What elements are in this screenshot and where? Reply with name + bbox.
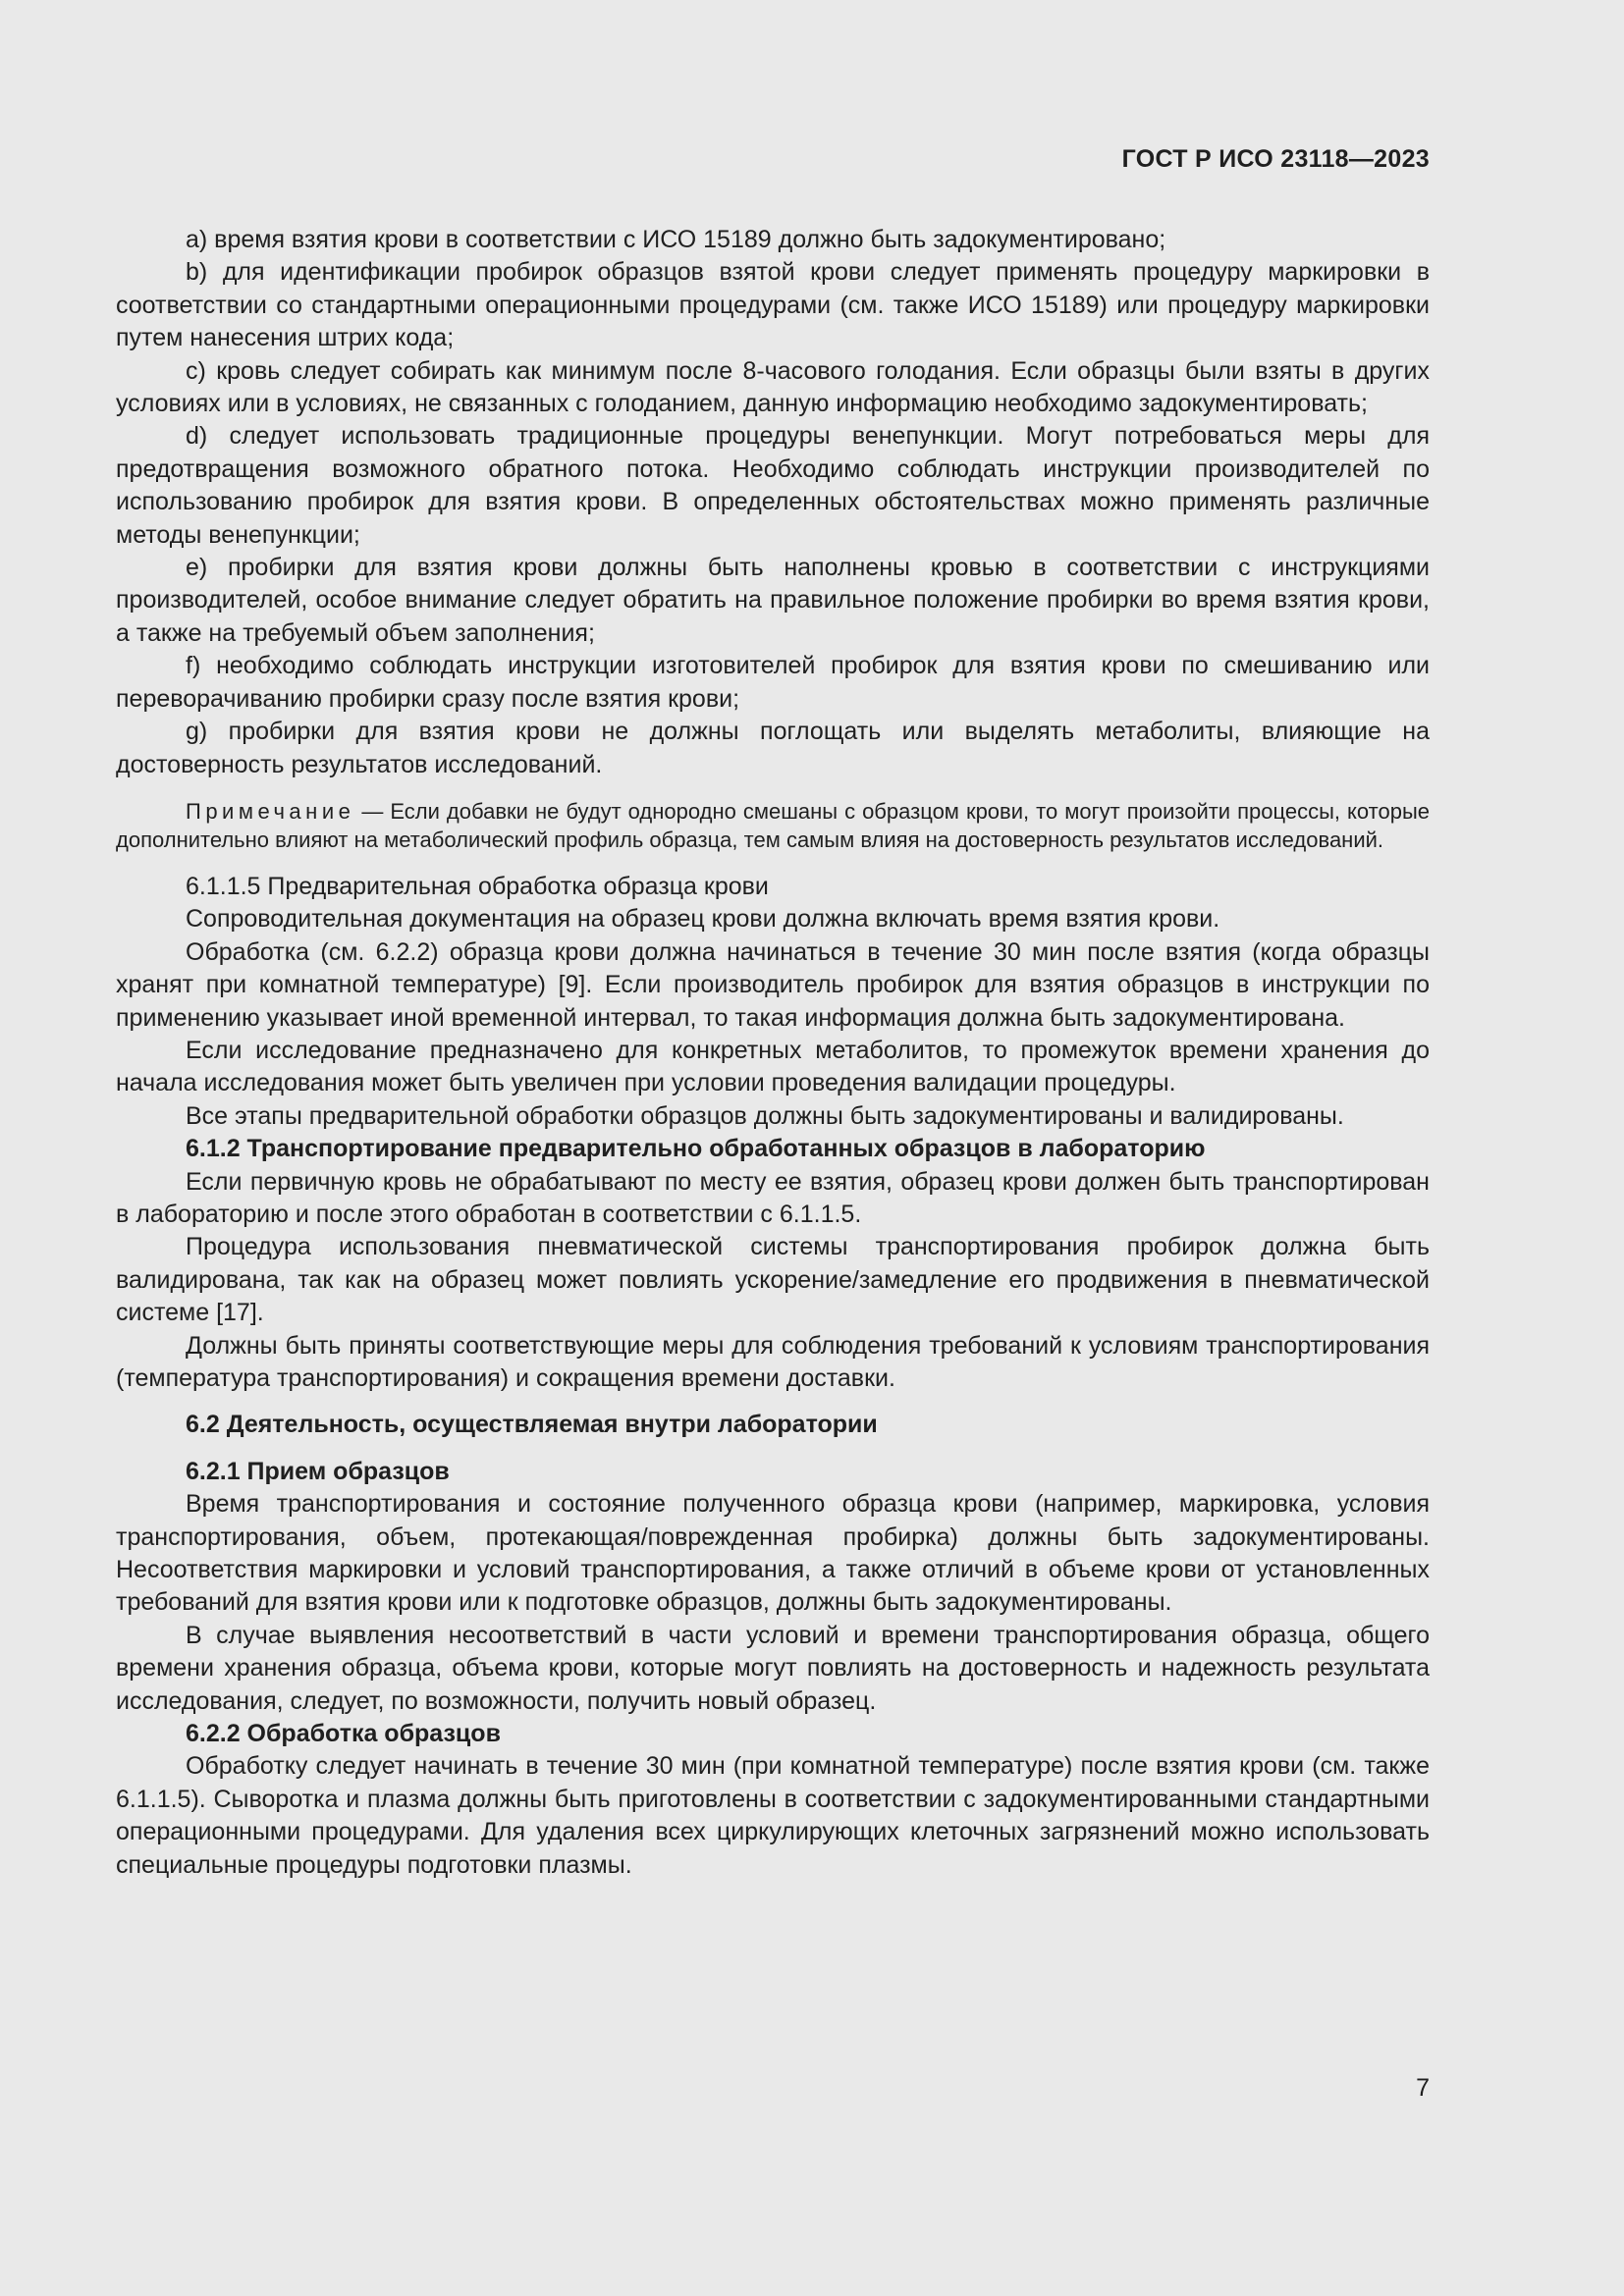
document-header: ГОСТ Р ИСО 23118—2023	[1121, 145, 1430, 173]
section-621-paragraph-2: В случае выявления несоответствий в части условий и времени транспортирования образца, общего времени хранения образца, объема крови, которые могут повлиять на достоверность и надежность результата исследования, следует, по возможности, получить новый образец.	[116, 1621, 1430, 1715]
section-622-heading: 6.2.2 Обработка образцов	[186, 1720, 501, 1748]
page-number: 7	[1416, 2074, 1430, 2102]
list-item-f: f) необходимо соблюдать инструкции изготовителей пробирок для взятия крови по смешиванию или переворачиванию пробирки сразу после взятия крови;	[116, 652, 1430, 713]
section-612-paragraph-3: Должны быть приняты соответствующие меры для соблюдения требований к условиям транспортирования (температура транспортирования) и сокращения времени доставки.	[116, 1331, 1430, 1392]
section-612-paragraph-2: Процедура использования пневматической системы транспортирования пробирок должна быть валидирована, так как на образец может повлиять ускорение/замедление его продвижения в пневматической системе [17].	[116, 1233, 1430, 1327]
list-item-e: е) пробирки для взятия крови должны быть наполнены кровью в соответствии с инструкциями производителей, особое внимание следует обратить на правильное положение пробирки во время взятия крови, а также на требуемый объем заполнения;	[116, 554, 1430, 647]
section-6115-paragraph-1: Сопроводительная документация на образец крови должна включать время взятия крови.	[186, 905, 1220, 934]
section-622-paragraph-1: Обработку следует начинать в течение 30 мин (при комнатной температуре) после взятия крови (см. также 6.1.1.5). Сыворотка и плазма должны быть приготовлены в соответствии с задокументированными стандартными операционными процедурами. Для удаления всех циркулирующих клеточных загрязнений можно использовать специальные процедуры подготовки плазмы.	[116, 1752, 1430, 1879]
note-paragraph	[116, 797, 1430, 855]
section-6115-heading: 6.1.1.5 Предварительная обработка образца крови	[186, 872, 769, 900]
note-label: Примечание	[186, 798, 355, 824]
section-6115-paragraph-3: Если исследование предназначено для конкретных метаболитов, то промежуток времени хранения до начала исследования может быть увеличен при условии проведения валидации процедуры.	[116, 1036, 1430, 1097]
section-612-heading: 6.1.2 Транспортирование предварительно обработанных образцов в лабораторию	[186, 1135, 1206, 1163]
note-text: — Если добавки не будут однородно смешаны с образцом крови, то могут произойти процессы, которые дополнительно влияют на метаболический профиль образца, тем самым влияя на достоверность результатов исследований.	[116, 798, 1430, 853]
section-612-paragraph-1: Если первичную кровь не обрабатывают по месту ее взятия, образец крови должен быть транспортирован в лабораторию и после этого обработан в соответствии с 6.1.1.5.	[116, 1167, 1430, 1228]
list-item-d: d) следует использовать традиционные процедуры венепункции. Могут потребоваться меры для предотвращения возможного обратного потока. Необходимо соблюдать инструкции производителей по использованию пробирок для взятия крови. В определенных обстоятельствах можно применять различные методы венепункции;	[116, 422, 1430, 549]
section-6115-paragraph-2: Обработка (см. 6.2.2) образца крови должна начинаться в течение 30 мин после взятия (когда образцы хранят при комнатной температуре) [9]. Если производитель пробирок для взятия образцов в инструкции по применению указывает иной временной интервал, то такая информация должна быть задокументирована.	[116, 937, 1430, 1032]
section-6115-paragraph-4: Все этапы предварительной обработки образцов должны быть задокументированы и валидированы.	[186, 1101, 1344, 1130]
section-621-paragraph-1: Время транспортирования и состояние полученного образца крови (например, маркировка, условия транспортирования, объем, протекающая/поврежденная пробирка) должны быть задокументированы. Несоответствия маркировки и условий транспортирования, а также отличий в объеме крови от установленных требований для взятия крови или к подготовке образцов, должны быть задокументированы.	[116, 1490, 1430, 1617]
list-item-b: b) для идентификации пробирок образцов взятой крови следует применять процедуру маркировки в соответствии со стандартными операционными процедурами (см. также ИСО 15189) или процедуру маркировки путем нанесения штрих кода;	[116, 258, 1430, 352]
list-item-g: g) пробирки для взятия крови не должны поглощать или выделять метаболиты, влияющие на достоверность результатов исследований.	[116, 718, 1430, 778]
list-item-a: а) время взятия крови в соответствии с ИСО 15189 должно быть задокументировано;	[186, 226, 1166, 253]
list-item-c: с) кровь следует собирать как минимум после 8-часового голодания. Если образцы были взяты в других условиях или в условиях, не связанных с голоданием, данную информацию необходимо задокументировать;	[116, 356, 1430, 418]
section-62-heading: 6.2 Деятельность, осуществляемая внутри лаборатории	[186, 1411, 878, 1439]
section-621-heading: 6.2.1 Прием образцов	[186, 1457, 450, 1485]
document-body	[116, 224, 1430, 1882]
